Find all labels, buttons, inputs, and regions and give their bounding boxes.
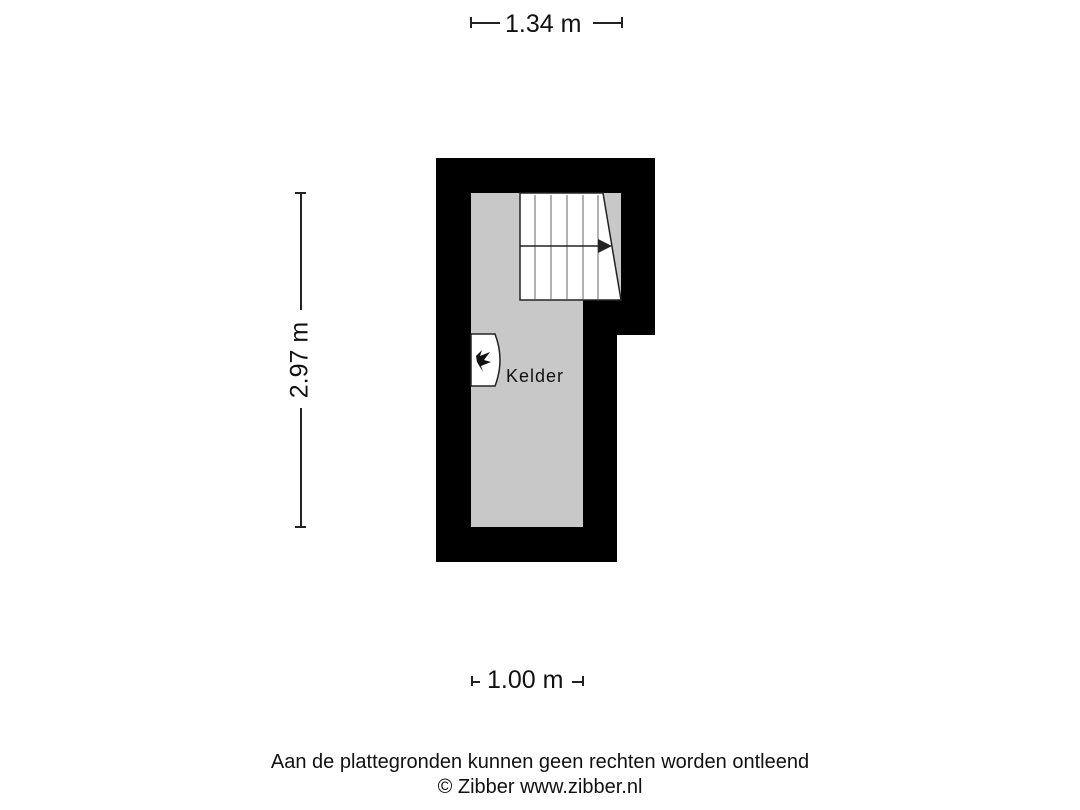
dim-bottom-line-left (471, 681, 480, 683)
boiler-icon (471, 334, 500, 386)
stairs-icon (520, 193, 621, 300)
dim-bottom-line-right (572, 681, 582, 683)
dim-bottom-tick-right (582, 676, 584, 686)
dim-left-label: 2.97 m (285, 321, 314, 399)
copyright-text: © Zibber www.zibber.nl (437, 776, 643, 798)
disclaimer-text: Aan de plattegronden kunnen geen rechten worden ontleend (270, 751, 810, 773)
dim-bottom-label: 1.00 m (487, 666, 564, 694)
room-label: Kelder (506, 366, 565, 386)
dim-top-label: 1.34 m (505, 10, 582, 38)
